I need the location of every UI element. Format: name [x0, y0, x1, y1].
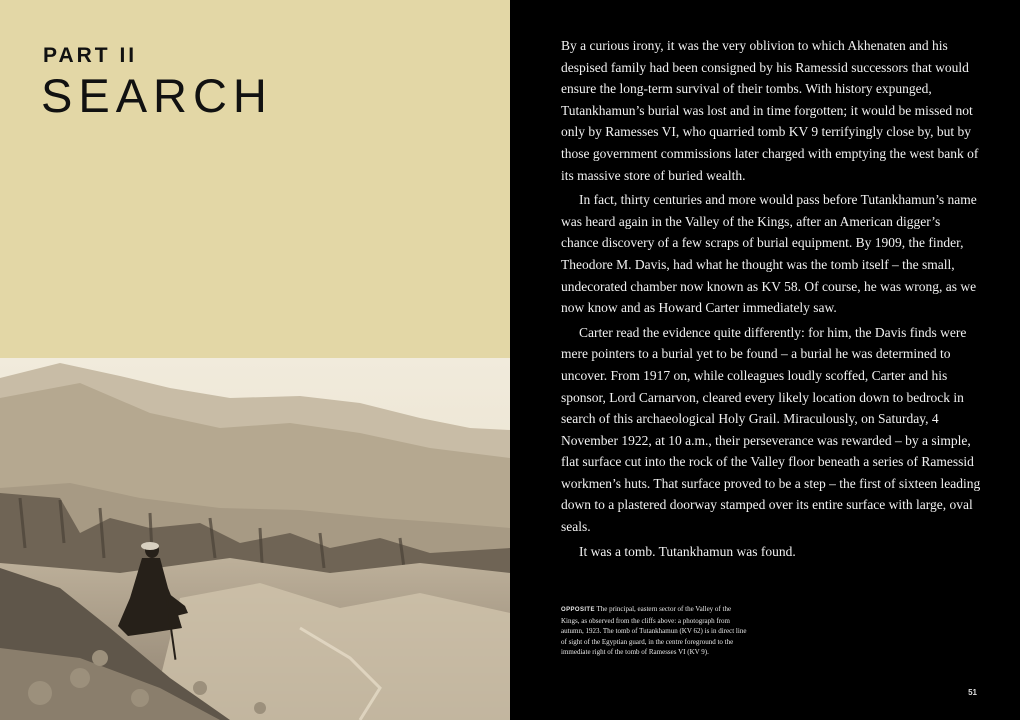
- page-number: 51: [968, 688, 977, 697]
- body-paragraph: It was a tomb. Tutankhamun was found.: [579, 543, 796, 559]
- body-text: [561, 35, 981, 565]
- body-paragraph: Carter read the evidence quite differently: for him, the Davis finds were mere pointers to a burial yet to be found – a burial he was determined to uncover. From 1917 on, while colleagues loudly scoffed, Carter and his sponsor, Lord Carnarvon, cleared every likely location down to bedrock in search of this archaeological Holy Grail. Miraculously, on Saturday, 4 November 1922, at 10 a.m., their perseverance was rewarded – by a simple, flat surface cut into the rock of the Valley floor beneath a series of Ramessid workmen’s huts. That surface proved to be a step – the first of sixteen leading down to a plastered doorway stamped over its entire surface with large, oval seals.: [561, 324, 981, 535]
- caption-lead: OPPOSITE: [561, 607, 595, 613]
- part-title: SEARCH: [41, 69, 273, 122]
- part-label: PART II: [43, 44, 138, 67]
- caption-text: The principal, eastern sector of the Valley of the Kings, as observed from the cliffs above: a photograph from autumn, 1923. The tomb of Tutankhamun (KV 62) is in direct line of sight of the Egyptian guard, in the centre foreground to the immediate right of the tomb of Ramesses VI (KV 9).: [561, 605, 747, 656]
- photo-caption: [561, 604, 751, 658]
- body-paragraph: By a curious irony, it was the very oblivion to which Akhenaten and his despised family had been consigned by his Ramessid successors that would ensure the long-term survival of their tombs. With history expunged, Tutankhamun’s burial was lost and in time forgotten; it would be missed not only by Ramesses VI, who quarried tomb KV 9 terrifyingly close by, but by those government commissions later charged with emptying the west bank of its massive store of buried wealth.: [561, 38, 979, 183]
- valley-photograph: [0, 358, 510, 720]
- body-paragraph: In fact, thirty centuries and more would pass before Tutankhamun’s name was heard again in the Valley of the Kings, after an American digger’s chance discovery of a few scraps of burial equipment. By 1909, the finder, Theodore M. Davis, had what he thought was the tomb itself – the small, undecorated chamber now known as KV 58. Of course, he was wrong, as we now know and as Howard Carter immediately saw.: [561, 192, 977, 316]
- right-page: [510, 0, 1020, 720]
